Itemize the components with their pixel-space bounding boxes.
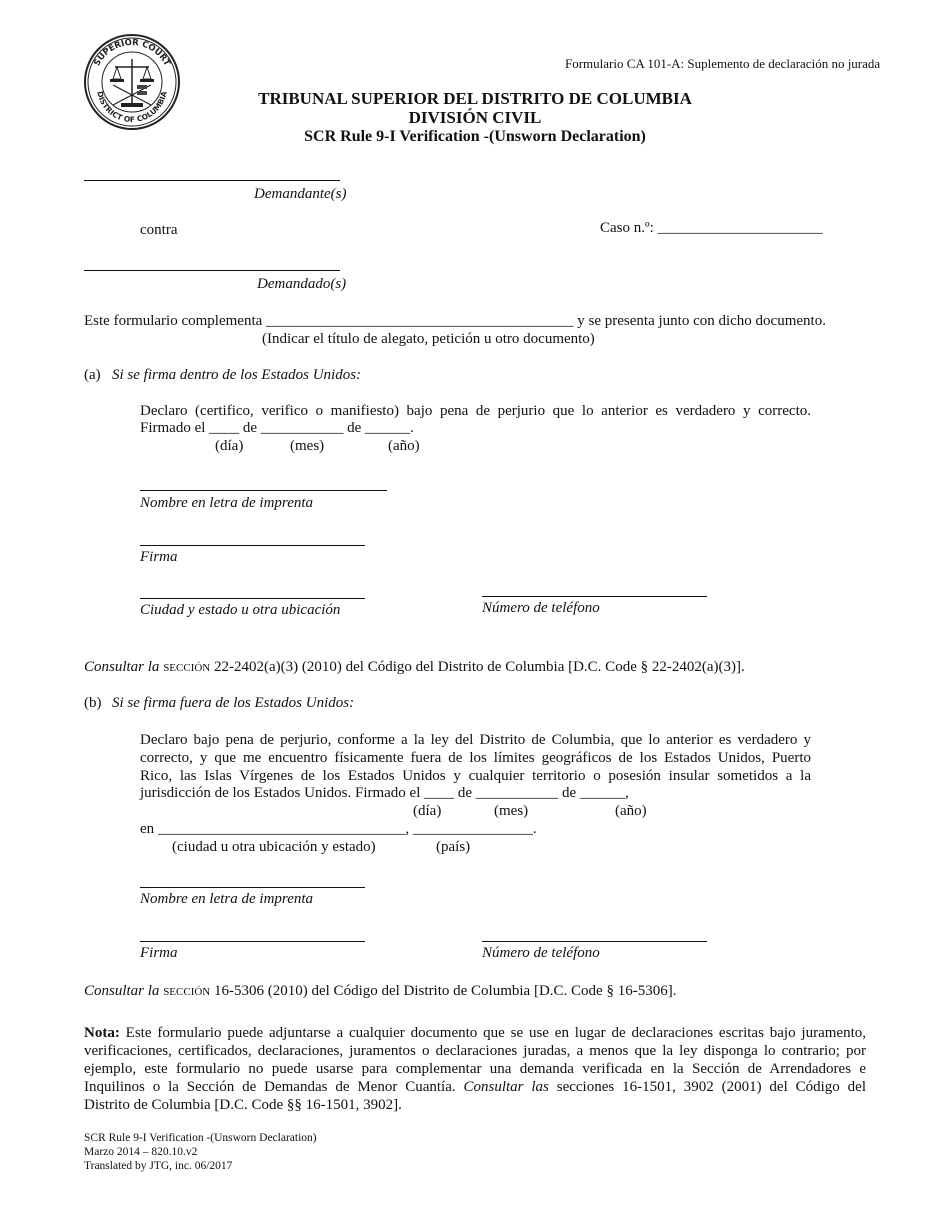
supplement-line[interactable]: Este formulario complementa _________________________________________ y se presenta junto con dicho documento. [84, 313, 826, 329]
note-line-3: ejemplo, este formulario no puede usarse para complementar una demanda verificada en la Sección de Arrendadores e [84, 1061, 866, 1077]
note-text-4b: Consultar las [463, 1079, 549, 1095]
section-b-printed-name-line[interactable] [140, 887, 365, 888]
case-number-field[interactable]: Caso n.º: ______________________ [600, 220, 823, 236]
section-a-phone-label: Número de teléfono [482, 600, 600, 616]
note-text-4a: Inquilinos o la Sección de Demandas de Menor Cuantía. [84, 1079, 464, 1095]
section-b-signature-line[interactable] [140, 941, 365, 942]
section-a-printed-name-label: Nombre en letra de imprenta [140, 495, 314, 511]
footer-form-title: SCR Rule 9-I Verification -(Unsworn Declaration) [84, 1132, 317, 1144]
section-a-year-hint: (año) [388, 438, 420, 454]
note-text-1: Este formulario puede adjuntarse a cualquier documento que se use en lugar de declaraciones escritas bajo juramento, [119, 1025, 866, 1041]
section-a-printed-name-line[interactable] [140, 490, 387, 491]
section-b-year-hint: (año) [615, 803, 647, 819]
section-b-phone-label: Número de teléfono [482, 945, 600, 961]
section-a-day-hint: (día) [215, 438, 244, 454]
section-a-cite-rest: 22-2402(a)(3) (2010) del Código del Distrito de Columbia [D.C. Code § 22-2402(a)(3)]. [210, 659, 745, 675]
plaintiff-label: Demandante(s) [254, 186, 347, 202]
division-title: DIVISIÓN CIVIL [408, 108, 542, 127]
section-b-declaration-2: correcto, y que me encuentro físicamente fuera de los límites geográficos de los Estados Unidos, Puerto [140, 750, 811, 766]
section-b-phone-line[interactable] [482, 941, 707, 942]
form-title: SCR Rule 9-I Verification -(Unsworn Declaration) [304, 128, 646, 145]
section-b-signed-date[interactable]: jurisdicción de los Estados Unidos. Firmado el ____ de ___________ de ______, [140, 785, 629, 801]
section-a-letter: (a) [84, 367, 101, 383]
footer-translator: Translated by JTG, inc. 06/2017 [84, 1160, 233, 1172]
section-a-signed-date[interactable]: Firmado el ____ de ___________ de ______. [140, 420, 414, 436]
section-b-day-hint: (día) [413, 803, 442, 819]
section-a-citation [84, 659, 745, 676]
section-a-cite-italic: Consultar la [84, 659, 160, 675]
section-a-signature-line[interactable] [140, 545, 365, 546]
versus-label: contra [140, 222, 178, 238]
note-line-1 [84, 1024, 866, 1042]
note-line-4 [84, 1078, 866, 1096]
section-b-signature-label: Firma [140, 945, 178, 961]
section-a-cite-section: sección [163, 659, 211, 675]
section-b-location-line[interactable]: en _________________________________, ________________. [140, 821, 537, 837]
plaintiff-line[interactable] [84, 180, 340, 181]
section-b-declaration-1: Declaro bajo pena de perjurio, conforme a la ley del Distrito de Columbia, que lo anterior es verdadero y [140, 732, 811, 748]
footer-revision: Marzo 2014 – 820.10.v2 [84, 1146, 198, 1158]
section-a-city-label: Ciudad y estado u otra ubicación [140, 602, 341, 618]
section-b-cite-italic: Consultar la [84, 983, 160, 999]
note-text-4c: secciones 16-1501, 3902 (2001) del Código del [548, 1079, 866, 1095]
section-a-phone-line[interactable] [482, 596, 707, 597]
section-a-month-hint: (mes) [290, 438, 325, 454]
section-b-city-hint: (ciudad u otra ubicación y estado) [172, 839, 376, 855]
section-a-heading: Si se firma dentro de los Estados Unidos: [112, 367, 362, 383]
seal-text-bottom: DISTRICT OF COLUMBIA [95, 90, 169, 125]
seal-text-top: SUPERIOR COURT [92, 37, 172, 68]
section-a-city-line[interactable] [140, 598, 365, 599]
section-b-printed-name-label: Nombre en letra de imprenta [140, 891, 314, 907]
section-a-declaration: Declaro (certifico, verifico o manifiesto) bajo pena de perjurio que lo anterior es verdadero y correcto. [140, 403, 811, 419]
defendant-line[interactable] [84, 270, 340, 271]
note-label: Nota: [84, 1025, 120, 1041]
section-a-signature-label: Firma [140, 549, 178, 565]
section-b-country-hint: (país) [436, 839, 471, 855]
note-line-2: verificaciones, certificados, declaraciones, juramentos o declaraciones juradas, a menos que la ley disponga lo contrario; por [84, 1043, 866, 1059]
section-b-heading: Si se firma fuera de los Estados Unidos: [112, 695, 355, 711]
supplement-hint: (Indicar el título de alegato, petición u otro documento) [262, 331, 595, 347]
court-title: TRIBUNAL SUPERIOR DEL DISTRITO DE COLUMBIA [258, 89, 692, 108]
section-b-citation [84, 983, 676, 1000]
section-b-cite-section: sección [163, 983, 211, 999]
section-b-declaration-3: Rico, las Islas Vírgenes de los Estados Unidos y cualquier territorio o posesión insular sometidos a la [140, 768, 811, 784]
note-line-5: Distrito de Columbia [D.C. Code §§ 16-1501, 3902]. [84, 1097, 402, 1113]
section-b-month-hint: (mes) [494, 803, 529, 819]
section-b-cite-rest: 16-5306 (2010) del Código del Distrito de Columbia [D.C. Code § 16-5306]. [210, 983, 677, 999]
form-identifier: Formulario CA 101-A: Suplemento de declaración no jurada [565, 56, 881, 71]
section-b-letter: (b) [84, 695, 102, 711]
defendant-label: Demandado(s) [257, 276, 347, 292]
